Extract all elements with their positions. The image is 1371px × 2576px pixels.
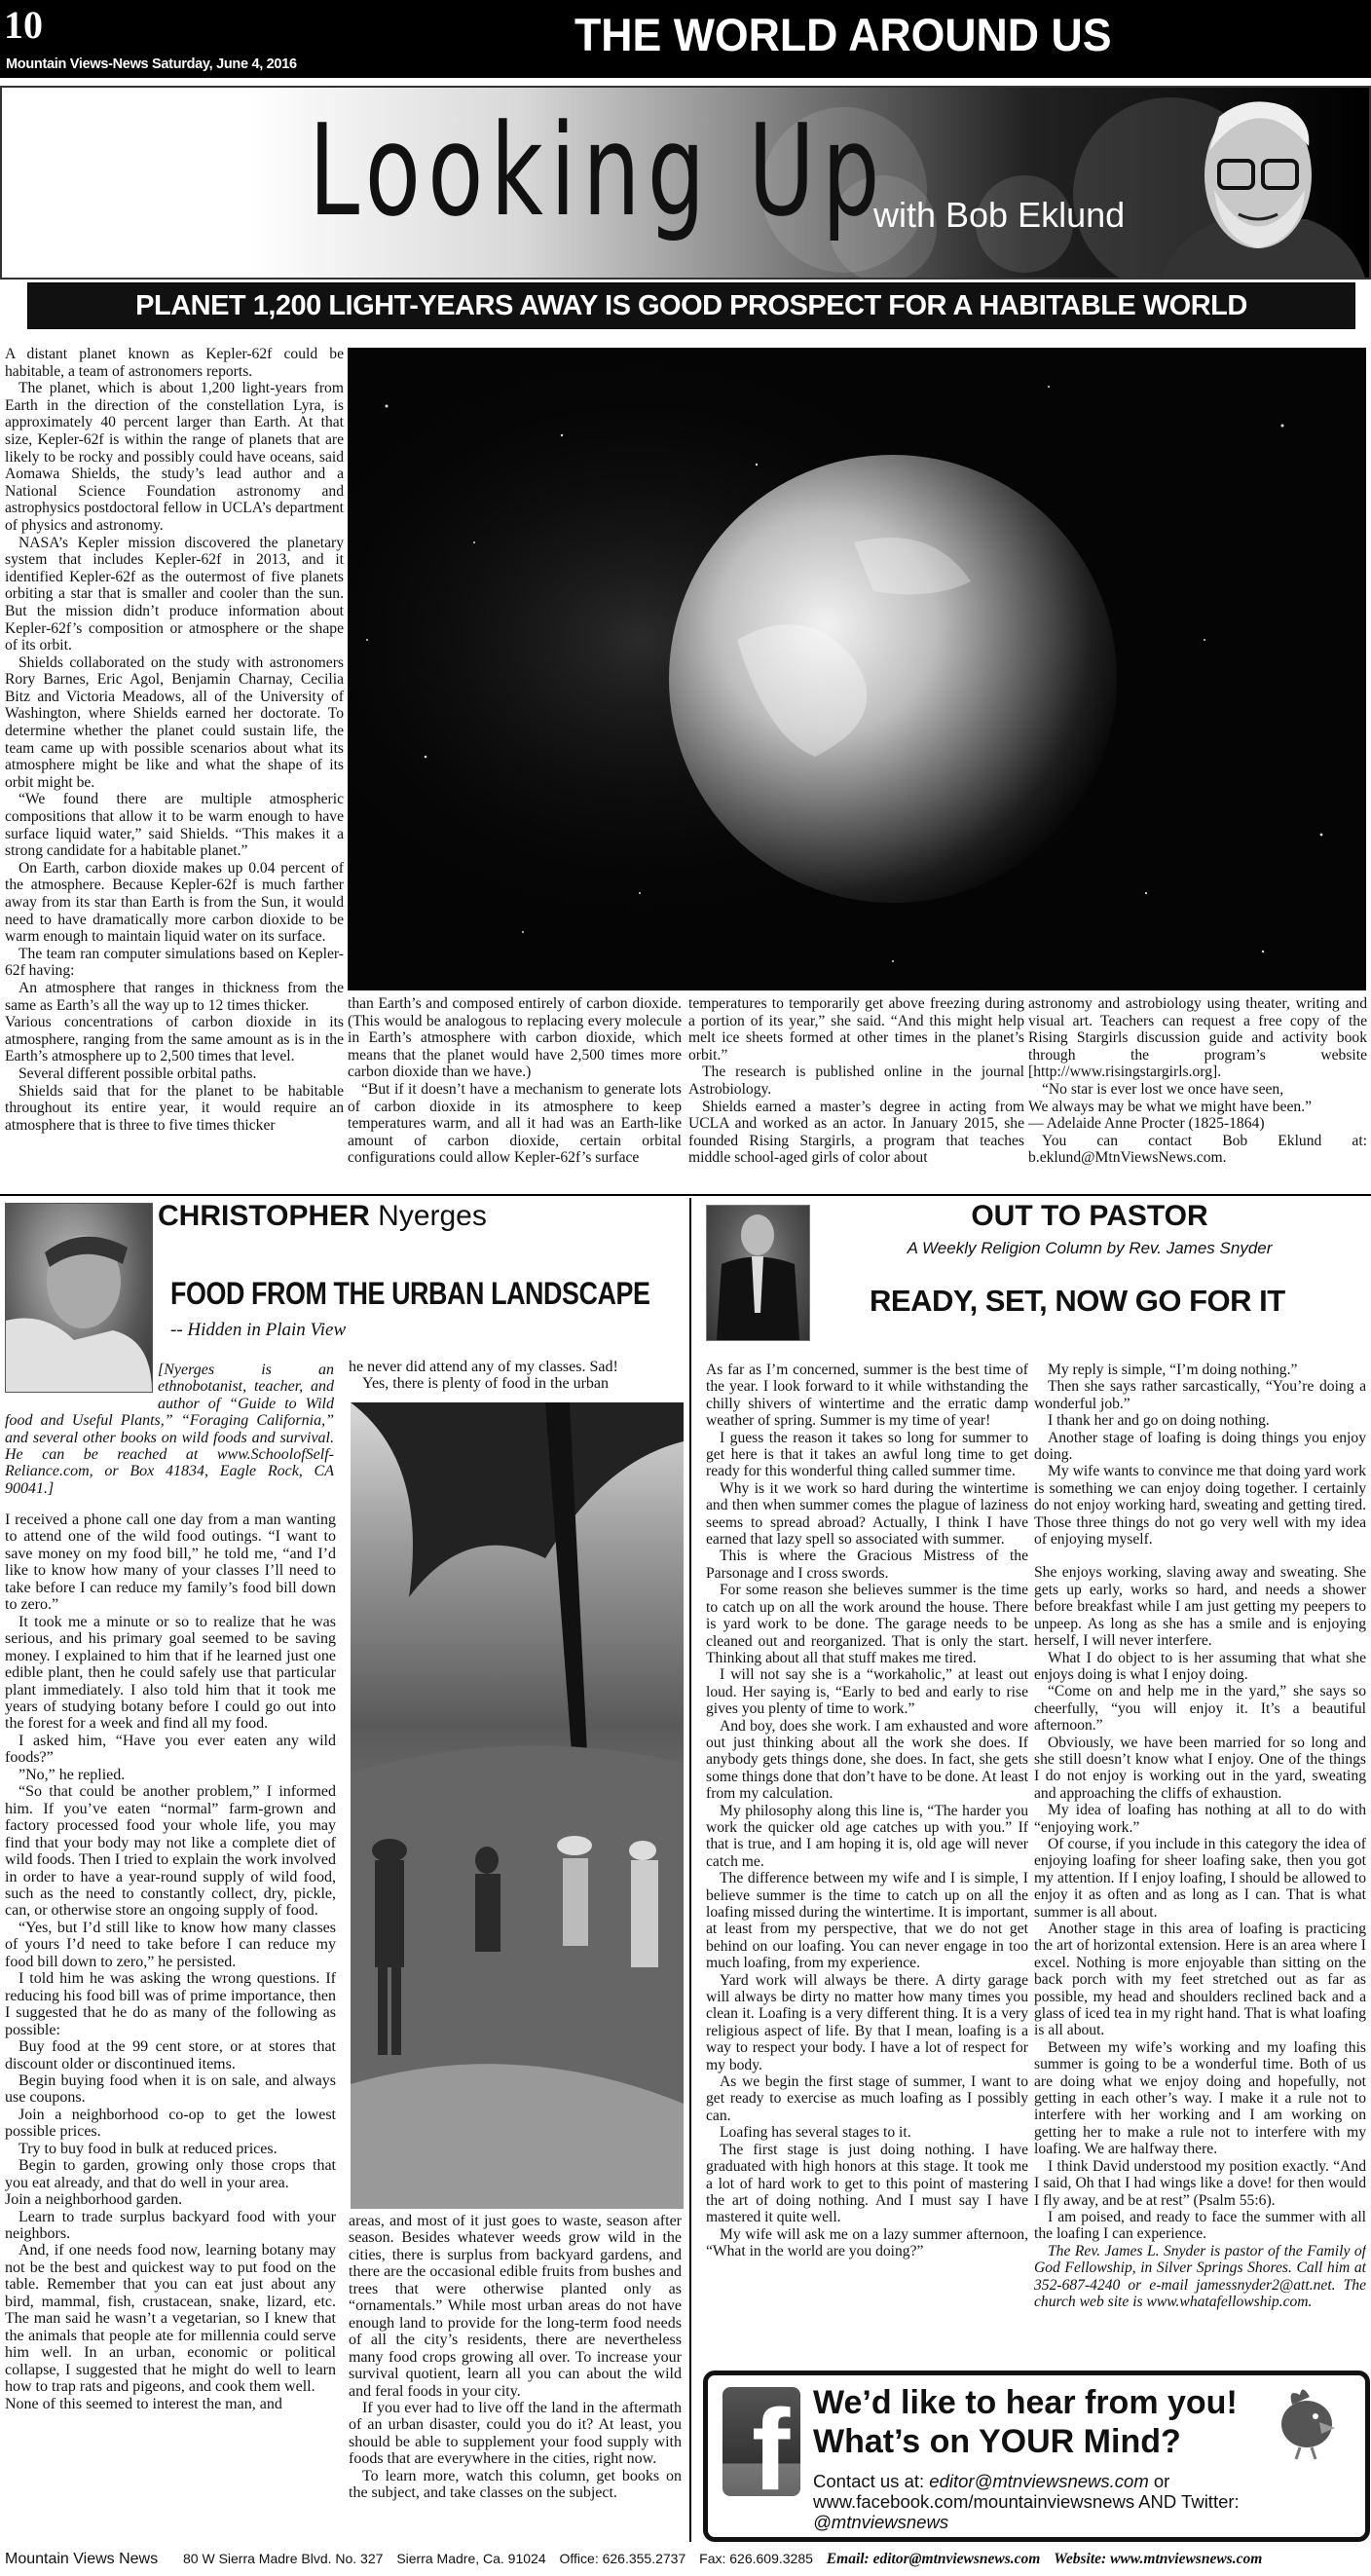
column-subtitle: A Weekly Religion Column by Rev. James Snyder [907, 1239, 1273, 1257]
author-bio-note [5, 1362, 334, 1497]
dateline: Mountain Views-News Saturday, June 4, 2016 [6, 56, 297, 72]
column-title: OUT TO PASTOR [971, 1200, 1208, 1232]
ad-headline: We’d like to hear from you! [813, 2384, 1238, 2421]
contact-social-text: or www.facebook.com/mountainviewsnews AND Twitter: [813, 2471, 1240, 2512]
paragraph: “We found there are multiple atmospheric compositions that allow it to be warm enough to have surface liquid water,” said Shields. “This makes it a strong candidate for a habitable planet.” [5, 791, 344, 860]
planet-illustration [348, 348, 1366, 990]
planet-image [348, 348, 1366, 990]
section-header-bar [0, 0, 1371, 78]
paragraph: he never did attend any of my classes. Sad! [349, 1359, 618, 1375]
paragraph: I thank her and go on doing nothing. [1048, 1412, 1270, 1430]
paragraph: This is where the Gracious Mistress of the Parsonage and I cross swords. [706, 1548, 1028, 1582]
paragraph: Begin buying food when it is on sale, and always use coupons. [5, 2072, 336, 2107]
article-headline: PLANET 1,200 LIGHT-YEARS AWAY IS GOOD PROSPECT FOR A HABITABLE WORLD [135, 290, 1247, 321]
paragraph: I guess the reason it takes so long for summer to get here is that it takes an awful long time to get ready for this wonderful thing called summer time. [706, 1429, 1028, 1480]
column-banner [0, 86, 1371, 280]
paragraph: A distant planet known as Kepler-62f could be habitable, a team of astronomers reports. [5, 346, 344, 380]
paragraph: Loafing has several stages to it. [720, 2124, 911, 2142]
page-number: 10 [4, 3, 43, 47]
paragraph: Another stage in this area of loafing is practicing the art of horizontal extension. Here is an area where I excel. Nothing is more enjoyable than sitting on the back porch with my feet stretched out as far as possible, my head and shoulders reclined back and a glass of iced tea in my right hand. That is what loafing is all about. [1034, 1921, 1366, 2039]
page-footer [5, 2551, 1368, 2568]
paragraph: The team ran computer simulations based on Kepler-62f having: [5, 945, 344, 980]
paragraph: As far as I’m concerned, summer is the best time of the year. I look forward to it while withstanding the chilly shivers of wintertime and the erratic damp weather of spring. Summer is my time of year! [706, 1362, 1028, 1430]
column-divider [689, 1198, 691, 2542]
columnist-name [158, 1200, 487, 1233]
paragraph: And, if one needs food now, learning botany may not be the best and quickest way to put food on the table. Remember that you can eat just about any bird, mammal, fish, crustacean, snake, lizard, etc. The man said he wasn’t a vegetarian, so I knew that the animals that people ate for millennia could serve him well. In an urban, economic or political collapse, I suggested that he might do well to learn how to trap rats and pigeons, and cook them well. [5, 2242, 336, 2396]
paragraph: Yes, there is plenty of food in the urban [362, 1375, 609, 1393]
paragraph: My idea of loafing has nothing at all to do with “enjoying work.” [1034, 1802, 1366, 1836]
paragraph: NASA’s Kepler mission discovered the planetary system that includes Kepler-62f in 2013, and it identified Kepler-62f as the outermost of five planets orbiting a star that is smaller and cooler than the sun. But the mission didn’t produce information about Kepler-62f’s composition or atmosphere or the shape of its orbit. [5, 534, 344, 654]
author-bio: The Rev. James L. Snyder is pastor of the Family of God Fellowship, in Silver Springs Shores. Call him at 352-687-4240 or e-mail jamessnyder2@att.net. The church web site is www.whatafellowship.com. [1034, 2242, 1366, 2310]
paragraph: Learn to trade surplus backyard food with your neighbors. [5, 2208, 336, 2243]
paragraph: To learn more, watch this column, get books on the subject, and take classes on the subject. [349, 2467, 682, 2502]
paragraph: than Earth’s and composed entirely of carbon dioxide. (This would be analogous to replacing every molecule in Earth’s atmosphere with carbon dioxide, which means that the planet would have 2,500 times more carbon dioxide than we have.) [348, 995, 682, 1081]
article-column [349, 1359, 682, 1398]
article-column [1034, 1362, 1366, 2365]
paragraph: You can contact Bob Eklund at: b.eklund@MtnViewsNews.com. [1028, 1132, 1367, 1167]
article-column [688, 995, 1024, 1190]
article-headline: FOOD FROM THE URBAN LANDSCAPE [170, 1276, 650, 1311]
paragraph: Shields collaborated on the study with astronomers Rory Barnes, Eric Agol, Benjamin Charnay, Cecilia Bitz and Victoria Meadows, all of the University of Washington, where Shields earned her doctorate. To determine whether the planet could sustain life, the team came up with possible scenarios about what its atmosphere might be like and what the shape of its orbit might be. [5, 653, 344, 791]
paragraph: On Earth, carbon dioxide makes up 0.04 percent of the atmosphere. Because Kepler-62f is much farther away from its star than Earth is from the Sun, it would need to have dramatically more carbon dioxide to be warm enough to maintain liquid water on its surface. [5, 859, 344, 946]
paragraph: Buy food at the 99 cent store, or at stores that discount older or discontinued items. [5, 2038, 336, 2072]
paragraph: Various concentrations of carbon dioxide in its atmosphere, ranging from the same amount as is in the Earth’s atmosphere up to 2,500 times that level. [5, 1014, 344, 1065]
article-column [5, 346, 344, 1191]
paragraph: Yard work will always be there. A dirty garage will always be dirty no matter how many times you clean it. Loafing is a very different thing. It is a very religious aspect of life. By that I mean, loafing is a way to respect your body. I have a lot of respect for my body. [706, 1971, 1028, 2073]
paragraph: — Adelaide Anne Procter (1825-1864) [1028, 1115, 1265, 1133]
article-column [349, 2213, 682, 2549]
footer-website[interactable]: Website: www.mtnviewsnews.com [1054, 2551, 1263, 2567]
article-column-body [1034, 1362, 1366, 2243]
paragraph: It took me a minute or so to realize that he was serious, and his primary goal seemed to be saving money. I explained to him that if he learned just one edible plant, then he could safely use that particular plant immediately. I also told him that it took me years of studying botany before I could go out into the forest for a week and find all my food. [5, 1613, 336, 1733]
paragraph: I think David understood my position exactly. “And I said, Oh that I had wings like a dove! for then would I fly away, and be at rest” (Psalm 55:6). [1034, 2157, 1366, 2209]
article-column [1028, 995, 1367, 1190]
paragraph: The planet, which is about 1,200 light-years from Earth in the direction of the constellation Lyra, is approximately 40 percent larger than Earth. At that size, Kepler-62f is within the range of planets that are likely to be rocky and possibly could have oceans, said Aomawa Shields, the study’s lead author and a National Science Foundation astronomy and astrophysics postdoctoral fellow in UCLA’s department of physics and astronomy. [5, 380, 344, 534]
author-photo-bob-eklund [1141, 93, 1365, 278]
banner-title: Looking Up [309, 96, 887, 244]
paragraph: My wife wants to convince me that doing yard work is something we can enjoy doing together. I certainly do not enjoy working hard, sweating and getting tired. Those three things do not go very well with my idea of enjoying myself. [1034, 1463, 1366, 1549]
paragraph: Join a neighborhood garden. [5, 2191, 183, 2209]
paragraph: areas, and most of it just goes to waste, season after season. Besides whatever weeds grow wild in the cities, there is surplus from backyard gardens, and there are the occasional edible fruits from bushes and trees that were otherwise planted only as “ornamentals.” While most urban areas do not have enough land to provide for the long-term food needs of all the city’s residents, there are nevertheless many food crops growing all over. To increase your survival quotient, learn all you can about the wild and feral foods in your city. [349, 2213, 682, 2400]
paragraph: And boy, does she work. I am exhausted and wore out just thinking about all the work she does. If anybody gets things done, she does. In fact, she gets some things done that don’t have to be done. At least from my calculation. [706, 1717, 1028, 1803]
paragraph: “No star is ever lost we once have seen, [1042, 1080, 1284, 1098]
article-column [5, 1512, 336, 2549]
paragraph: Several different possible orbital paths. [19, 1064, 257, 1082]
twitter-bird-icon[interactable] [1273, 2383, 1341, 2461]
article-column [348, 995, 682, 1190]
paragraph: My reply is simple, “I’m doing nothing.” [1048, 1362, 1298, 1378]
article-subhead: -- Hidden in Plain View [170, 1320, 347, 1340]
paragraph: The research is published online in the journal Astrobiology. [688, 1064, 1024, 1098]
article-headline: READY, SET, NOW GO FOR IT [870, 1284, 1285, 1318]
paragraph: Try to buy food in bulk at reduced prices. [19, 2140, 278, 2157]
paragraph: For some reason she believes summer is the time to catch up on all the work around the house. There is yard work to be done. The garage needs to be cleaned out and reorganized. That is only the start. Thinking about all that stuff makes me tired. [706, 1582, 1028, 1666]
paragraph: None of this seemed to interest the man, and [5, 2395, 282, 2412]
paragraph: I told him he was asking the wrong questions. If reducing his food bill was of prime importance, then I suggested that he do as many of the following as possible: [5, 1970, 336, 2038]
columnist-last-name: Nyerges [369, 1200, 487, 1232]
paragraph: “So that could be another problem,” I informed him. If you’ve eaten “normal” farm-grown and factory processed food your whole life, you may find that your body may not like a complete diet of wild foods. Then I tried to explain the work involved in order to have a year-round supply of wild food, such as the need to constantly collect, dry, pickle, can, or otherwise store an ongoing supply of food. [5, 1783, 336, 1920]
paragraph: I will not say she is a “workaholic,” at least out loud. Her saying is, “Early to bed and early to rise gives you plenty of time to work.” [706, 1666, 1028, 1718]
paragraph: My wife will ask me on a lazy summer afternoon, “What in the world are you doing?” [706, 2225, 1028, 2260]
facebook-icon[interactable]: f [723, 2387, 800, 2496]
banner-byline: with Bob Eklund [873, 195, 1126, 235]
paragraph: Begin to garden, growing only those crops that you eat already, and that do well in your area. [5, 2157, 336, 2191]
article-column [706, 1362, 1028, 2365]
paragraph: If you ever had to live off the land in the aftermath of an urban disaster, could you do it? At least, you should be able to supplement your food supply with foods that are everywhere in the cities, right now. [349, 2399, 682, 2468]
paragraph: “Come on and help me in the yard,” she says so cheerfully, “you will enjoy it. It’s a beautiful afternoon.” [1034, 1683, 1366, 1735]
paragraph: Then she says rather sarcastically, “You’re doing a wonderful job.” [1034, 1378, 1366, 1412]
paragraph: An atmosphere that ranges in thickness from the same as Earth’s all the way up to 12 times thicker. [5, 979, 344, 1014]
paragraph: We always may be what we might have been.” [1028, 1098, 1313, 1115]
headline-bar [27, 282, 1355, 329]
paragraph: I am poised, and ready to face the summer with all the loafing I can experience. [1034, 2208, 1366, 2243]
foraging-group-photo [351, 1402, 684, 2209]
paragraph: I received a phone call one day from a man wanting to attend one of the wild food outings. “I want to save money on my food bill,” he told me, “and I’d like to know how many of your classes I’ll need to take before I can reduce my family’s food bill down to zero.” [5, 1512, 336, 1614]
paragraph: Of course, if you include in this category the idea of enjoying loafing for sheer loafing sake, then you got my attention. If I enjoy loafing, I should be allowed to enjoy it as often and as long as I can. That is what summer is all about. [1034, 1835, 1366, 1921]
author-bio-text: [Nyerges is an ethnobotanist, teacher, and author of “Guide to Wild food and Useful Plants,” “Foraging California,” and several other books on wild foods and survival. He can be reached at www.SchoolofSelf-Reliance.com, or Box 41834, Eagle Rock, CA 90041.] [5, 1362, 334, 1497]
paragraph: Between my wife’s working and my loafing this summer is going to be a wonderful time. Both of us are doing what we enjoy doing and hopefully, not getting in each other’s way. I make it a rule not to interfere with her working and I am working on getting her to make a rule not to interfere with my loafing. We are halfway there. [1034, 2038, 1366, 2158]
paragraph: The difference between my wife and I is simple, I believe summer is the time to catch up on all the loafing missed during the wintertime. It is important, at least from my perspective, that we do not get behind on our loafing. You can never engage in too much loafing, from my experience. [706, 1870, 1028, 1972]
paragraph: Obviously, we have been married for so long and she still doesn’t know what I enjoy. One of the things I do not enjoy is working out in the yard, sweating and approaching the cliffs of exhaustion. [1034, 1734, 1366, 1802]
footer-paper-name: Mountain Views News [5, 2551, 159, 2567]
ad-contact-text [813, 2471, 1358, 2532]
paragraph: She enjoys working, slaving away and sweating. She gets up early, works so hard, and needs a shower before breakfast while I am just getting my peepers to unpeep. As long as she has a smile and is enjoying herself, I will never interfere. [1034, 1564, 1366, 1650]
paragraph: Another stage of loafing is doing things you enjoy doing. [1034, 1429, 1366, 1464]
section-divider [0, 1194, 1371, 1196]
social-media-ad [703, 2371, 1370, 2542]
footer-email[interactable]: Email: editor@mtnviewsnews.com [826, 2551, 1041, 2567]
footer-fax: Fax: 626.609.3285 [699, 2551, 813, 2566]
columnist-first-name: CHRISTOPHER [158, 1200, 370, 1232]
section-title: THE WORLD AROUND US [574, 9, 1112, 60]
paragraph: What I do object to is her assuming that what she enjoys doing is what I enjoy doing. [1034, 1649, 1366, 1683]
footer-office-phone: Office: 626.355.2737 [559, 2551, 686, 2566]
paragraph: astronomy and astrobiology using theater, writing and visual art. Teachers can request a free copy of the Rising Stargirls discussion guide and activity book through the program’s website [http://www.risingstargirls.org]. [1028, 995, 1367, 1081]
paragraph: “Yes, but I’d still like to know how many classes of yours I’d need to take before I can reduce my food bill down to zero,” he persisted. [5, 1919, 336, 1970]
contact-prefix: Contact us at: [813, 2471, 930, 2491]
paragraph: As we begin the first stage of summer, I want to get ready to exercise as much loafing as I possibly can. [706, 2073, 1028, 2124]
paragraph: The first stage is just doing nothing. I have graduated with high honors at this stage. It took me a lot of hard work to get to this point of mastering the art of doing nothing. And I must say I have mastered it quite well. [706, 2141, 1028, 2226]
footer-address: 80 W Sierra Madre Blvd. No. 327 [183, 2551, 384, 2566]
paragraph: My philosophy along this line is, “The harder you work the quicker old age catches up with you.” If that is true, and I am hoping it is, old age will never catch me. [706, 1802, 1028, 1870]
paragraph: Why is it we work so hard during the wintertime and then when summer comes the plague of laziness seems to spread abroad? Actually, I think I have earned that lazy spell so associated with summer. [706, 1479, 1028, 1549]
twitter-handle-link[interactable]: @mtnviewsnews [813, 2512, 949, 2532]
paragraph: Shields earned a master’s degree in acting from UCLA and worked as an actor. In January 2015, she founded Rising Stargirls, a program that teaches middle school-aged girls of color about [688, 1098, 1024, 1167]
footer-city: Sierra Madre, Ca. 91024 [396, 2551, 546, 2566]
paragraph: I asked him, “Have you ever eaten any wild foods?” [5, 1732, 336, 1767]
contact-email-link[interactable]: editor@mtnviewsnews.com [929, 2471, 1149, 2491]
paragraph: ”No,” he replied. [19, 1766, 126, 1783]
photo-illustration [351, 1402, 684, 2209]
ad-subheadline: What’s on YOUR Mind? [813, 2423, 1181, 2460]
paragraph: Join a neighborhood co-op to get the lowest possible prices. [5, 2106, 336, 2141]
paragraph: “But if it doesn’t have a mechanism to generate lots of carbon dioxide in its atmosphere to keep temperatures warm, and all it had was an Earth-like amount of carbon dioxide, certain orbital configurations could allow Kepler-62f’s surface [348, 1080, 682, 1167]
paragraph: temperatures to temporarily get above freezing during a portion of its year,” she said. “And this might help melt ice sheets formed at other times in the planet’s orbit.” [688, 995, 1024, 1064]
paragraph: Shields said that for the planet to be habitable throughout its entire year, it would require an atmosphere that is three to five times thicker [5, 1082, 344, 1134]
